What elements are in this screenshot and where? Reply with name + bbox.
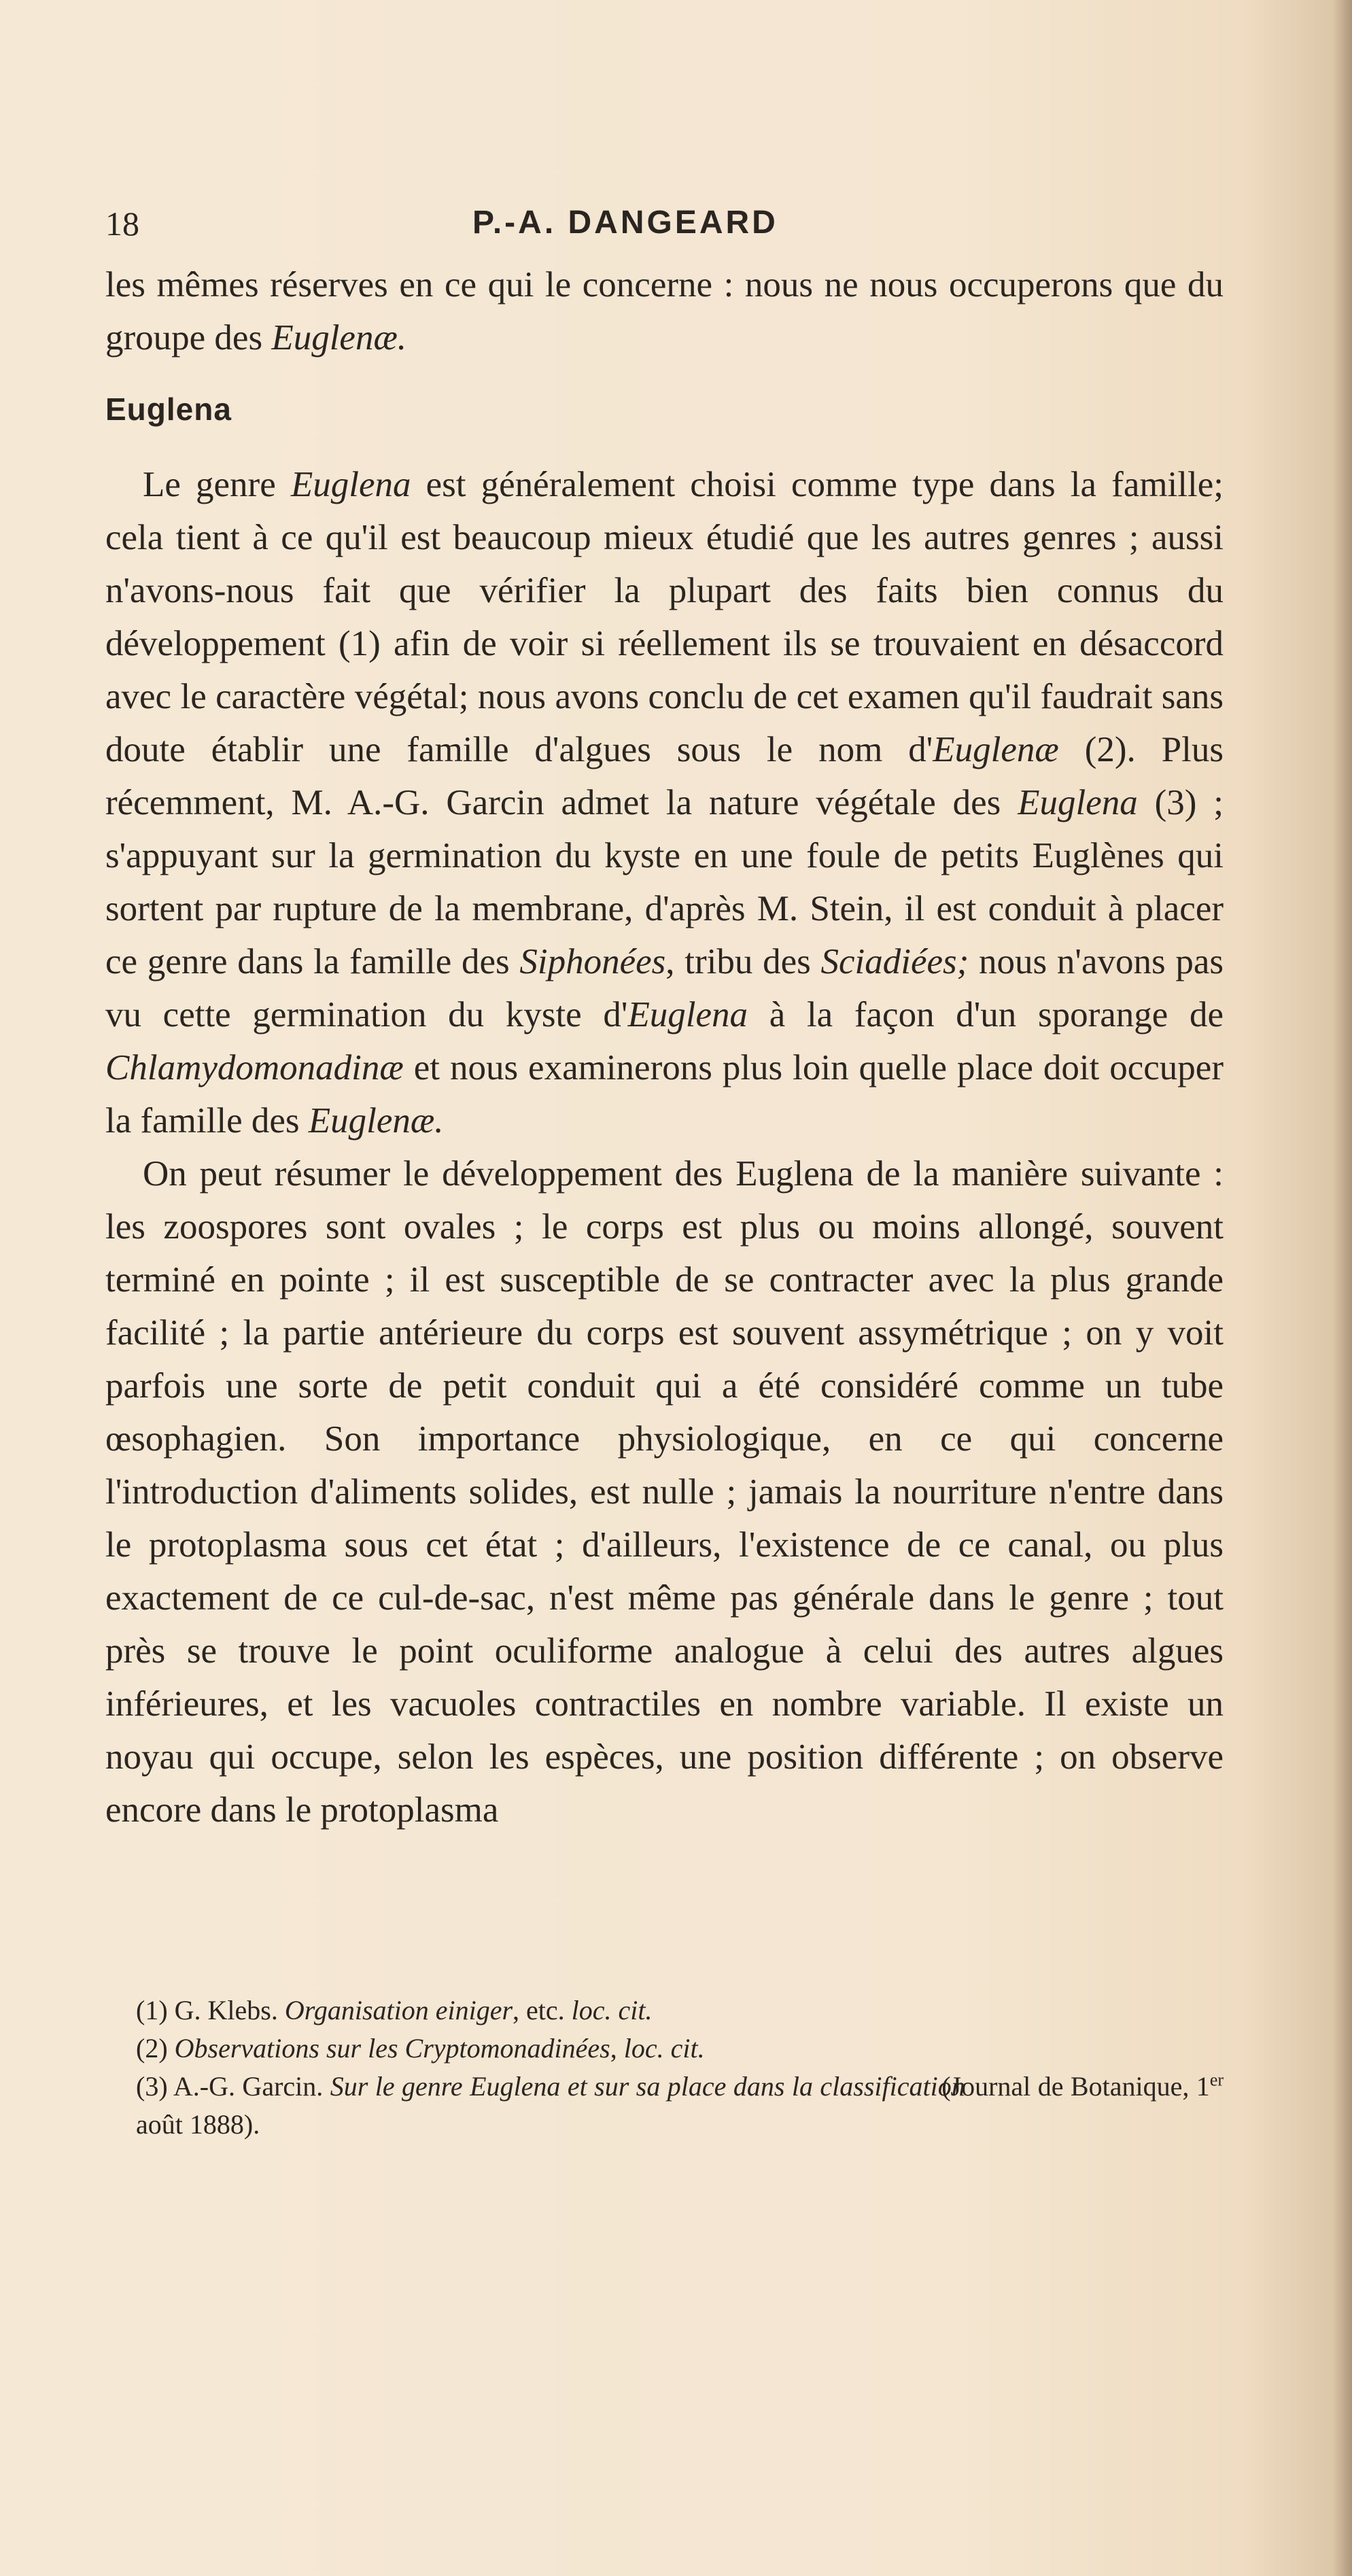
taxon-name: Euglenæ [933,730,1059,769]
footnote-text: (1) G. Klebs. [136,1995,285,2025]
main-text [105,258,1224,1837]
running-head: P.-A. DANGEARD [472,205,778,241]
taxon-name: Euglena [290,465,411,504]
paragraph-text: , tribu des [665,942,821,981]
footnote-3 [136,2068,1224,2144]
footnote-superscript: er [1209,2070,1224,2090]
footnote-text: (2) [136,2033,175,2064]
taxon-name: Euglenæ. [271,318,407,358]
page-edge-shadow [1333,0,1352,2576]
footnote-1 [136,1991,1224,2030]
footnote-title: Observations sur les Cryptomonadinées [174,2033,610,2064]
footnote-ref: loc. cit. [623,2033,705,2064]
taxon-name: Euglena [627,995,748,1034]
paragraph-development: On peut résumer le développement des Euglena de la manière suivante : les zoospores sont ovales ; le corps est plus ou moins allongé, souvent terminé en pointe ; il est susceptible de se contracter avec la plus grande facilité ; la partie antérieure du corps est souvent assymétrique ; on y voit parfois une sorte de petit conduit qui a été considéré comme un tube œsophagien. Son importance physiologique, en ce qui concerne l'introduction d'aliments solides, est nulle ; jamais la nourriture n'entre dans le protoplasma sous cet état ; d'ailleurs, l'existence de ce canal, ou plus exactement de ce cul-de-sac, n'est même pas générale dans le genre ; tout près se trouve le point oculiforme analogue à celui des autres algues inférieures, et les vacuoles contractiles en nombre variable. Il existe un noyau qui occupe, selon les espèces, une position différente ; on observe encore dans le protoplasma [105,1154,1224,1830]
taxon-name: Sciadiées; [820,942,969,981]
taxon-name: Siphonées [519,942,666,981]
paragraph-euglena-intro [105,458,1224,1147]
footnote-title: Sur le genre Euglena et sur sa place dans la classification [330,2071,965,2102]
paragraph-text: et nous examinerons plus loin quelle place doit occuper la famille des [105,1048,1224,1141]
taxon-name: Euglena [1018,783,1138,822]
taxon-name: Chlamydomonadinæ [105,1048,404,1087]
page-header [105,204,1227,258]
page-number: 18 [105,205,139,243]
footnote-text: , etc. [513,1995,572,2025]
footnote-text: (Journal de Botanique, 1 [934,2071,1210,2102]
paragraph-text: nous n'avons pas vu cette germination du kyste d' [105,942,1224,1034]
footnotes [136,1991,1224,2144]
paragraph-text: (3) ; s'appuyant sur la germination du kyste en une foule de petits Euglènes qui sortent par rupture de la membrane, d'après M. Stein, il est conduit à placer ce genre dans la famille des [105,783,1224,981]
footnote-text: , [610,2033,624,2064]
footnote-ref: loc. cit. [571,1995,653,2025]
footnote-title: Organisation einiger [284,1995,513,2025]
footnote-text: (3) A.-G. Garcin. [136,2071,330,2102]
paragraph-text: (2). Plus récemment, M. A.-G. Garcin admet la nature végétale des [105,730,1224,822]
paragraph-text: à la façon d'un sporange de [748,995,1224,1034]
paragraph-text: est généralement choisi comme type dans la famille; cela tient à ce qu'il est beaucoup mieux étudié que les autres genres ; aussi n'avons-nous fait que vérifier la plupart des faits bien connus du développement (1) afin de voir si réellement ils se trouvaient en désaccord avec le caractère végétal; nous avons conclu de cet examen qu'il faudrait sans doute établir une famille d'algues sous le nom d' [105,465,1224,769]
footnote-2 [136,2030,1224,2068]
footnote-text: août 1888). [136,2109,260,2140]
paragraph-text: les mêmes réserves en ce qui le concerne : nous ne nous occuperons que du groupe des [105,265,1224,358]
paragraph-continued [105,258,1224,364]
paragraph-text: Le genre [143,465,291,504]
section-title: Euglena [105,391,232,427]
taxon-name: Euglenæ. [308,1101,444,1141]
